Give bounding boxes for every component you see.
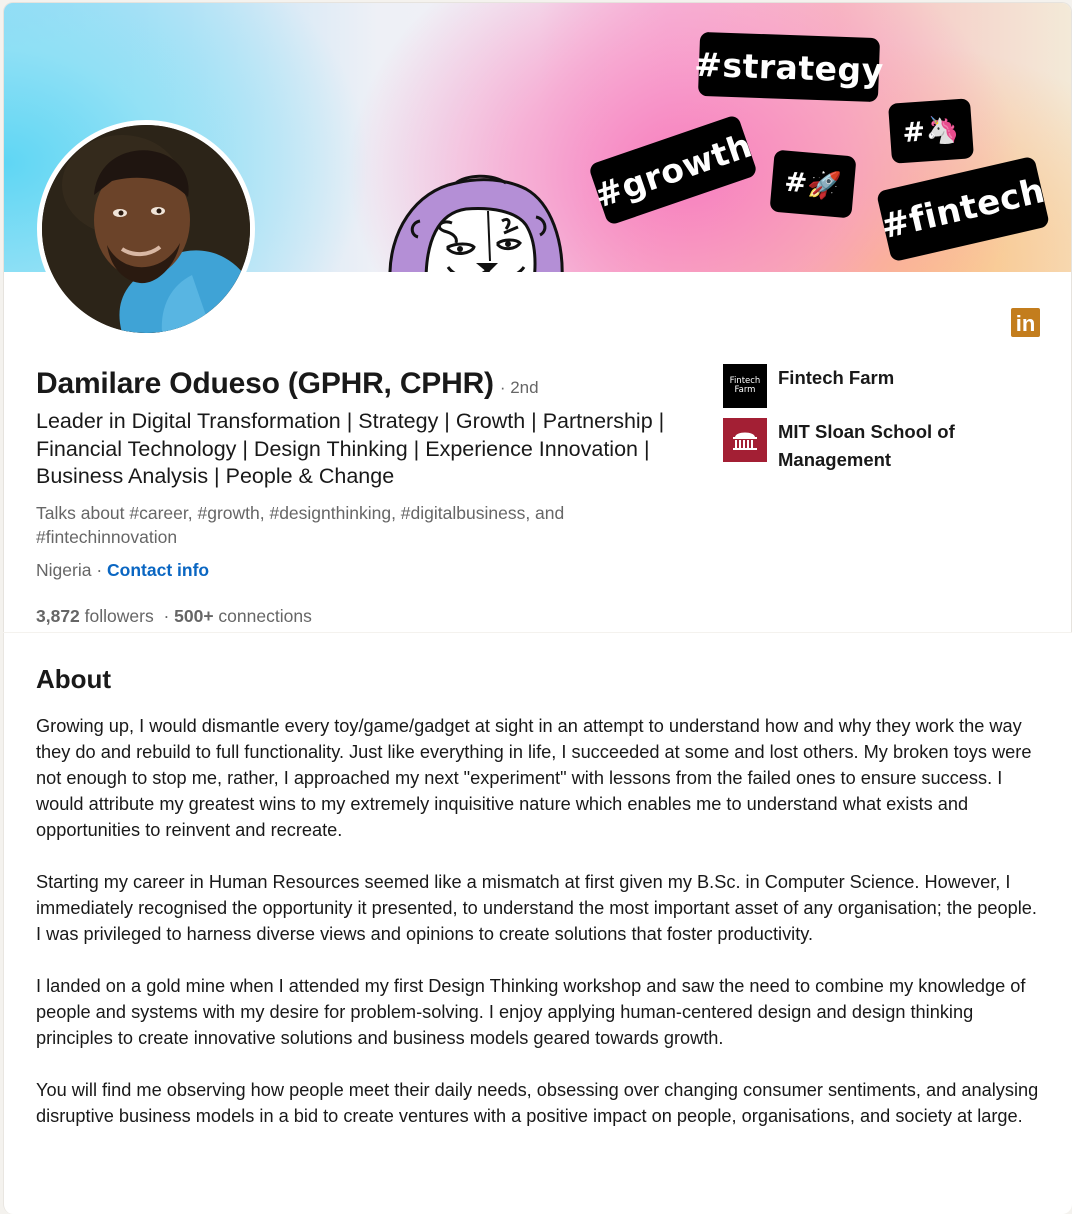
org-mit-sloan[interactable] [723, 418, 978, 473]
location: Nigeria [36, 560, 92, 580]
location-row [36, 560, 209, 581]
about-paragraph: I landed on a gold mine when I attended my first Design Thinking workshop and saw the need to combine my knowledge of people and systems with my desire for problem-solving. I enjoy applying human-centered design and design thinking principles to create innovative solutions and business models geared towards growth. [36, 976, 1026, 1048]
profile-avatar[interactable] [37, 120, 255, 338]
about-heading: About [36, 664, 112, 694]
mit-sloan-dome-icon [723, 418, 767, 462]
followers-count: 3,872 [36, 606, 80, 626]
location-separator: · [91, 560, 108, 580]
about-card [3, 633, 1072, 1214]
about-paragraph: Growing up, I would dismantle every toy/game/gadget at sight in an attempt to understand how and why they work the way they do and rebuild to full functionality. Just like everything in life, I succeeded at some and lost others. My broken toys were not enough to stop me, rather, I approached my next "experiment" with lessons from the failed ones to ensure success. I would attribute my greatest wins to my extremely inquisitive nature which enables me to understand what exists and opportunities to reinvent and recreate. [36, 716, 1032, 840]
connections-link[interactable] [174, 606, 312, 626]
connection-degree: · 2nd [499, 378, 539, 397]
network-stats [36, 606, 312, 627]
hashtag-fintech: #fintech [876, 156, 1050, 263]
connections-label: connections [213, 606, 312, 626]
hashtag-unicorn: #🦄 [888, 98, 974, 164]
lion-mascot-icon [386, 171, 566, 272]
fintech-farm-logo: Fintech Farm [723, 364, 767, 408]
person-photo-icon [42, 125, 250, 333]
org-name: MIT Sloan School of Management [778, 421, 955, 470]
stats-separator: · [153, 606, 175, 626]
profile-headline: Leader in Digital Transformation | Strategy | Growth | Partnership | Financial Technology | Design Thinking | Experience Innovation | Business Analysis | People & Change [36, 409, 665, 488]
contact-info-link[interactable]: Contact info [107, 560, 210, 580]
org-name: Fintech Farm [778, 367, 895, 388]
connections-count: 500+ [174, 606, 214, 626]
hashtag-rocket: #🚀 [769, 150, 856, 219]
profile-name: Damilare Odueso (GPHR, CPHR) [36, 367, 494, 400]
about-paragraph: Starting my career in Human Resources seemed like a mismatch at first given my B.Sc. in Computer Science. However, I immediately recognised the opportunity it presented, to understand the most important asset of any organisation; the people. I was privileged to harness diverse views and opinions to create solutions that foster productivity. [36, 872, 1037, 944]
talks-about: Talks about #career, #growth, #designthinking, #digitalbusiness, and #fintechinnovation [36, 503, 565, 547]
about-paragraph: You will find me observing how people meet their daily needs, obsessing over changing consumer sentiments, and analysing disruptive business models in a bid to create ventures with a positive impact on people, organisations, and society at large. [36, 1080, 1039, 1126]
hashtag-strategy: #strategy [698, 32, 880, 102]
linkedin-premium-icon: in [1011, 308, 1040, 337]
followers-link[interactable] [36, 606, 154, 626]
org-fintech-farm[interactable] [723, 364, 978, 408]
followers-label: followers [79, 606, 154, 626]
about-body [36, 713, 1046, 1155]
hashtag-growth: #growth [588, 114, 758, 226]
name-row [36, 367, 539, 401]
profile-card [3, 2, 1072, 632]
